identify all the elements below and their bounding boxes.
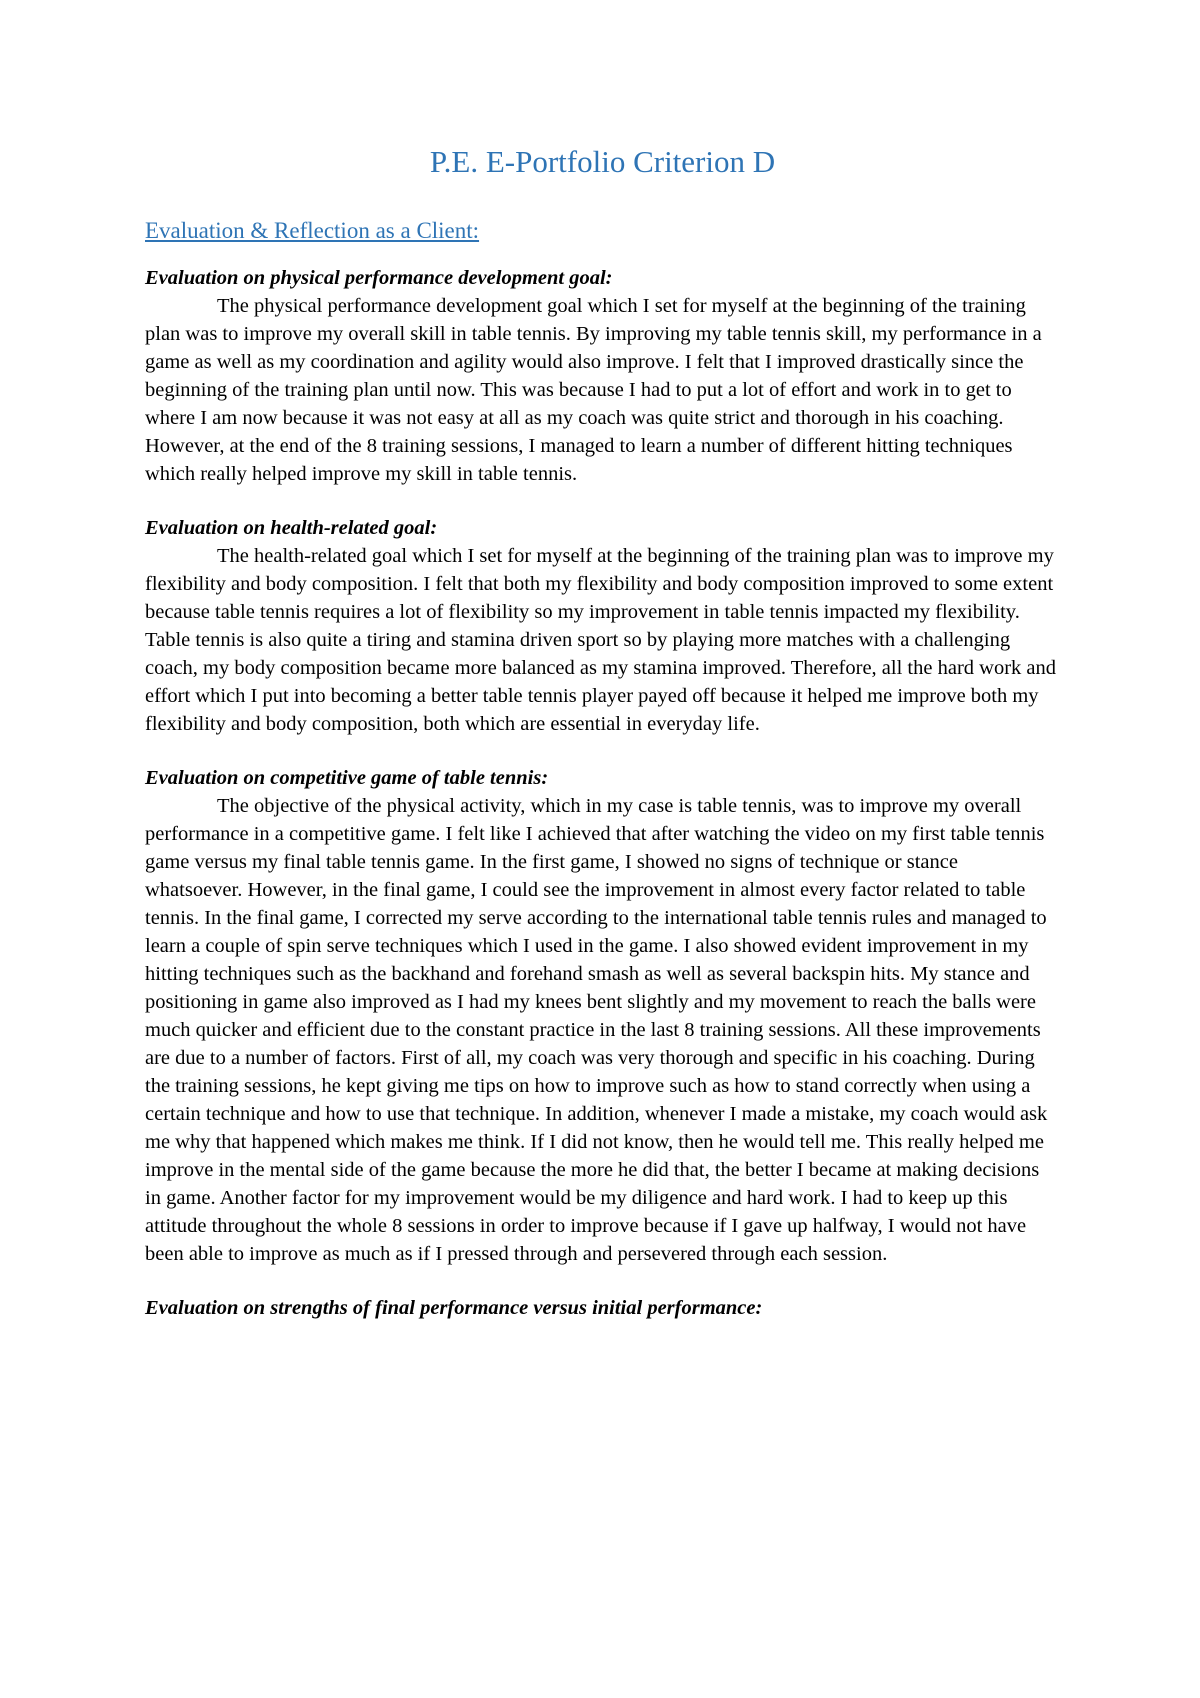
- section-heading: Evaluation & Reflection as a Client:: [145, 218, 480, 243]
- section-health-goal: [145, 514, 1060, 738]
- sub-heading-strengths: Evaluation on strengths of final performance versus initial performance:: [145, 1297, 763, 1319]
- section-strengths: [145, 1294, 1060, 1322]
- document-title: P.E. E-Portfolio Criterion D: [429, 144, 776, 179]
- section-competitive-game: [145, 764, 1060, 1268]
- paragraph-physical-goal: The physical performance development goal which I set for myself at the beginning of the training plan was to improve my overall skill in table tennis. By improving my table tennis skill, my performance in a game as well as my coordination and agility would also improve. I felt that I improved drastically since the beginning of the training plan until now. This was because I had to put a lot of effort and work in to get to where I am now because it was not easy at all as my coach was quite strict and thorough in his coaching. However, at the end of the 8 training sessions, I managed to learn a number of different hitting techniques which really helped improve my skill in table tennis.: [145, 295, 1042, 485]
- section-physical-goal: [145, 264, 1060, 488]
- sub-heading-competitive-game: Evaluation on competitive game of table tennis:: [145, 767, 549, 789]
- sub-heading-physical-goal: Evaluation on physical performance development goal:: [145, 267, 613, 289]
- document-content: [145, 142, 1060, 1322]
- paragraph-health-goal: The health-related goal which I set for myself at the beginning of the training plan was to improve my flexibility and body composition. I felt that both my flexibility and body composition improved to some extent because table tennis requires a lot of flexibility so my improvement in table tennis impacted my flexibility. Table tennis is also quite a tiring and stamina driven sport so by playing more matches with a challenging coach, my body composition became more balanced as my stamina improved. Therefore, all the hard work and effort which I put into becoming a better table tennis player payed off because it helped me improve both my flexibility and body composition, both which are essential in everyday life.: [145, 545, 1056, 735]
- paragraph-competitive-game: The objective of the physical activity, which in my case is table tennis, was to improve my overall performance in a competitive game. I felt like I achieved that after watching the video on my first table tennis game versus my final table tennis game. In the first game, I showed no signs of technique or stance whatsoever. However, in the final game, I could see the improvement in almost every factor related to table tennis. In the final game, I corrected my serve according to the international table tennis rules and managed to learn a couple of spin serve techniques which I used in the game. I also showed evident improvement in my hitting techniques such as the backhand and forehand smash as well as several backspin hits. My stance and positioning in game also improved as I had my knees bent slightly and my movement to reach the balls were much quicker and efficient due to the constant practice in the last 8 training sessions. All these improvements are due to a number of factors. First of all, my coach was very thorough and specific in his coaching. During the training sessions, he kept giving me tips on how to improve such as how to stand correctly when using a certain technique and how to use that technique. In addition, whenever I made a mistake, my coach would ask me why that happened which makes me think. If I did not know, then he would tell me. This really helped me improve in the mental side of the game because the more he did that, the better I became at making decisions in game. Another factor for my improvement would be my diligence and hard work. I had to keep up this attitude throughout the whole 8 sessions in order to improve because if I gave up halfway, I would not have been able to improve as much as if I pressed through and persevered through each session.: [145, 795, 1048, 1265]
- sub-heading-health-goal: Evaluation on health-related goal:: [145, 517, 438, 539]
